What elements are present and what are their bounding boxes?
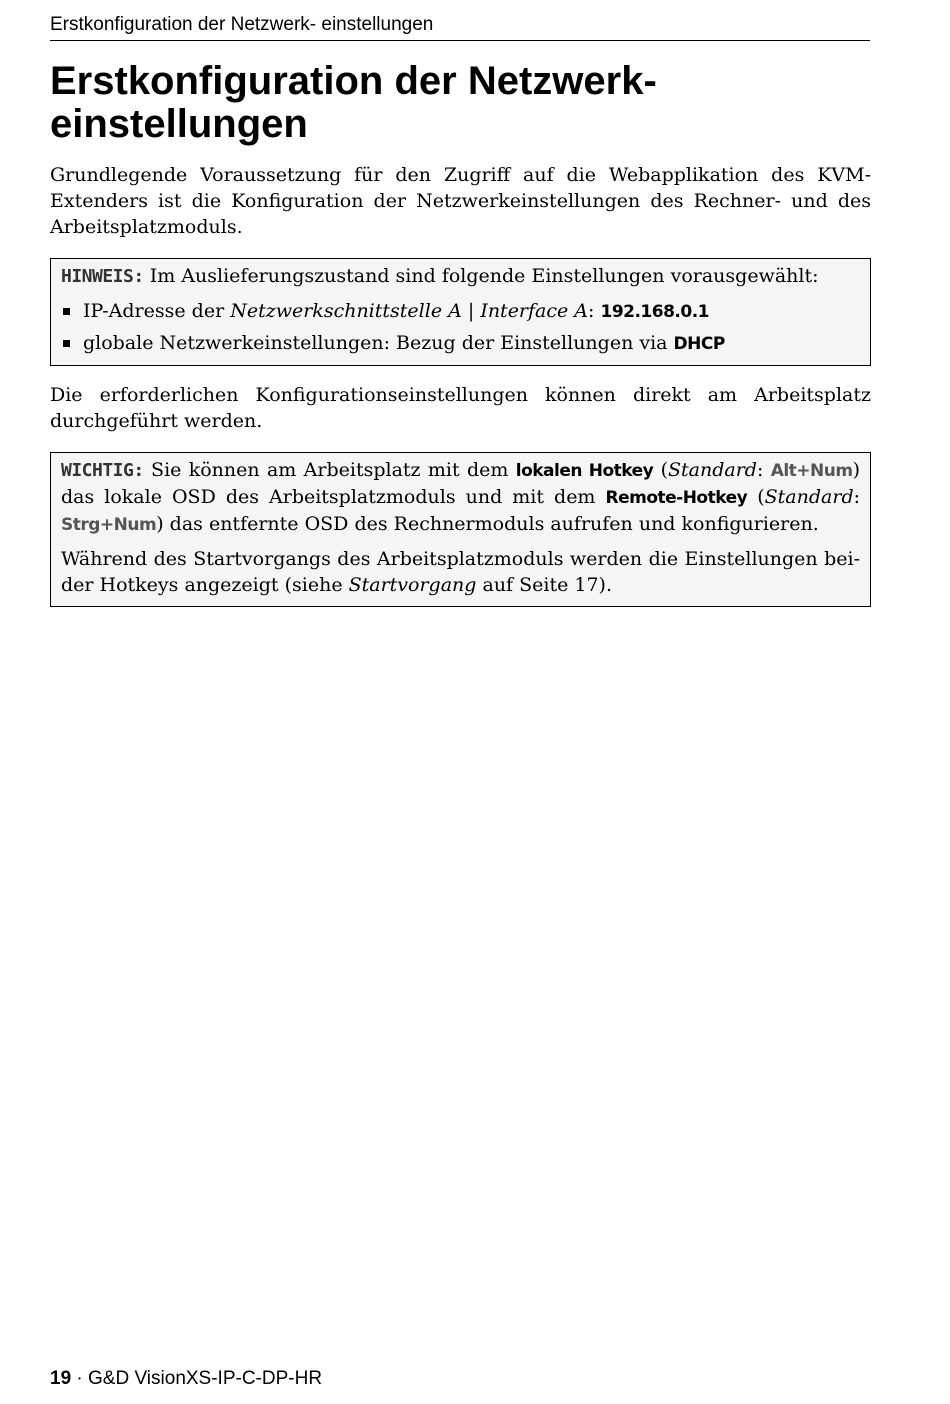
ip-address-value: 192.168.0.1 <box>600 302 709 322</box>
hinweis-text <box>61 263 860 290</box>
hinweis-sentence: Im Auslieferungszustand sind folgende Einstellungen vorausgewählt: <box>143 265 819 287</box>
standard-term: Standard <box>764 486 854 508</box>
bullet-text: globale Netzwerkeinstellungen: Bezug der Einstellungen via <box>83 332 674 354</box>
dhcp-value: DHCP <box>673 334 725 354</box>
page-title-line-1: Erstkonfiguration der Netzwerk- <box>50 59 657 103</box>
square-bullet-icon <box>63 308 70 315</box>
standard-term: Standard <box>667 459 757 481</box>
text-run: ( <box>653 459 668 481</box>
config-paragraph: Die erforderlichen Konfigurationseinstellungen können direkt am Arbeitsplatz durchgeführt werden. <box>50 384 871 432</box>
page-footer <box>50 1366 322 1392</box>
list-item <box>61 330 860 357</box>
separator: | <box>461 300 481 322</box>
wichtig-paragraph-1 <box>61 457 860 538</box>
remote-hotkey-term: Remote-Hotkey <box>605 488 748 508</box>
page-title <box>50 60 871 146</box>
key-alt-num: Alt+Num <box>770 461 853 481</box>
page-content <box>50 60 871 623</box>
text-run: : <box>853 486 861 508</box>
page-title-line-2: einstellungen <box>50 102 308 146</box>
text-run: auf Seite 17). <box>476 574 613 596</box>
wichtig-box <box>50 452 871 607</box>
local-hotkey-term: lokalen Hotkey <box>515 461 654 481</box>
running-header <box>50 12 870 41</box>
text-run: : <box>756 459 771 481</box>
text-run: Während des Startvorgangs des Arbeitsplatzmoduls werden die Einstellungen beider Hotkeys angezeigt (siehe <box>61 548 860 596</box>
key-strg-num: Strg+Num <box>61 515 157 535</box>
intro-paragraph: Grundlegende Voraussetzung für den Zugriff auf die Webapplikation des KVM-Extenders ist die Konfiguration der Netzwerkeinstellungen des Rechner- und des Arbeitsplatzmoduls. <box>50 164 871 238</box>
text-run: ( <box>747 486 765 508</box>
colon: : <box>588 300 601 322</box>
list-item <box>61 298 860 325</box>
hinweis-label: HINWEIS: <box>61 266 144 287</box>
text-run: ) das entfernte OSD des Rechnermoduls aufrufen und konfigurieren. <box>156 513 819 535</box>
text-run: Sie können am Arbeitsplatz mit dem <box>143 459 516 481</box>
wichtig-paragraph-2 <box>61 546 860 598</box>
interface-name-en: Interface A <box>480 300 589 322</box>
page-number: 19 <box>50 1368 72 1389</box>
square-bullet-icon <box>63 340 70 347</box>
interface-name-de: Netzwerkschnittstelle A <box>230 300 462 322</box>
hinweis-bullet-list <box>61 298 860 357</box>
footer-product: · G&D VisionXS-IP-C-DP-HR <box>71 1368 323 1389</box>
wichtig-label: WICHTIG: <box>61 460 144 481</box>
hinweis-box <box>50 258 871 366</box>
running-header-title: Erstkonfiguration der Netzwerk- einstellungen <box>50 14 434 35</box>
bullet-text: IP-Adresse der <box>83 300 231 322</box>
startvorgang-link[interactable]: Startvorgang <box>348 574 477 596</box>
text-run: ) das lokale OSD des Arbeitsplatzmoduls und mit dem <box>61 459 861 508</box>
